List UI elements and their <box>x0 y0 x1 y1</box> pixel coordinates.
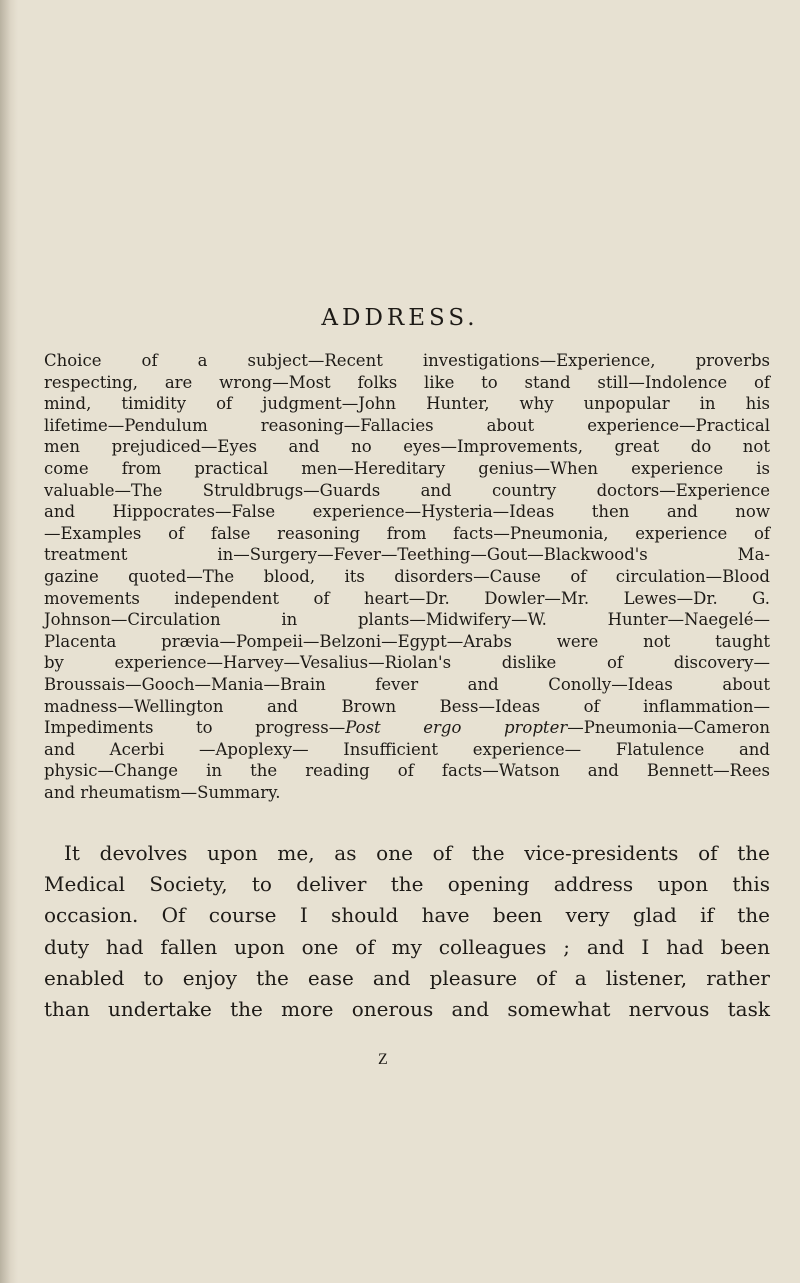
summary-line: Broussais—Gooch—Mania—Brain fever and Conolly—Ideas about <box>44 674 770 694</box>
summary-line: come from practical men—Hereditary genius—When experience is <box>44 458 770 478</box>
body-paragraph <box>44 838 770 1025</box>
summary-line: mind, timidity of judgment—John Hunter, why unpopular in his <box>44 394 770 414</box>
summary-line: Choice of a subject—Recent investigations—Experience, proverbs <box>44 351 770 370</box>
chapter-summary <box>44 350 770 803</box>
summary-line: lifetime—Pendulum reasoning—Fallacies about experience—Practical <box>44 415 770 435</box>
body-line: duty had fallen upon one of my colleagues ; and I had been <box>44 934 770 959</box>
summary-line: and Acerbi —Apoplexy— Insufficient experience— Flatulence and <box>44 739 770 759</box>
summary-line: Johnson—Circulation in plants—Midwifery—W. Hunter—Naegelé— <box>44 610 770 630</box>
summary-line: movements independent of heart—Dr. Dowler—Mr. Lewes—Dr. G. <box>44 588 770 608</box>
summary-line: physic—Change in the reading of facts—Watson and Bennett—Rees <box>44 761 770 781</box>
body-line: Medical Society, to deliver the opening address upon this <box>44 872 770 897</box>
summary-line: valuable—The Struldbrugs—Guards and country doctors—Experience <box>44 480 770 500</box>
summary-line: respecting, are wrong—Most folks like to stand still—Indolence of <box>44 372 770 392</box>
summary-line: and rheumatism—Summary. <box>44 782 281 802</box>
summary-line: by experience—Harvey—Vesalius—Riolan's dislike of discovery— <box>44 653 770 673</box>
latin-phrase: Post ergo propter <box>345 718 568 738</box>
summary-line: treatment in—Surgery—Fever—Teething—Gout—Blackwood's Ma- <box>44 545 770 565</box>
body-line: It devolves upon me, as one of the vice-presidents of the <box>64 841 770 865</box>
printer-signature-mark: Z <box>378 1051 388 1068</box>
summary-line-head: Impediments to progress— <box>44 718 346 738</box>
summary-line: gazine quoted—The blood, its disorders—Cause of circulation—Blood <box>44 566 770 586</box>
body-line: than undertake the more onerous and somewhat nervous task <box>44 997 770 1022</box>
summary-line: men prejudiced—Eyes and no eyes—Improvements, great do not <box>44 437 770 457</box>
summary-line-with-latin <box>44 717 770 739</box>
page-binding-edge <box>0 0 18 1283</box>
body-line: enabled to enjoy the ease and pleasure of a listener, rather <box>44 965 770 990</box>
summary-line: Placenta prævia—Pompeii—Belzoni—Egypt—Arabs were not taught <box>44 631 770 651</box>
page-title: ADDRESS. <box>321 305 479 331</box>
summary-line-tail: —Pneumonia—Cameron <box>567 718 770 738</box>
summary-line: —Examples of false reasoning from facts—Pneumonia, experience of <box>44 523 770 543</box>
summary-line: madness—Wellington and Brown Bess—Ideas of inflammation— <box>44 696 770 716</box>
summary-line: and Hippocrates—False experience—Hysteria—Ideas then and now <box>44 502 770 522</box>
body-line: occasion. Of course I should have been very glad if the <box>44 903 770 928</box>
